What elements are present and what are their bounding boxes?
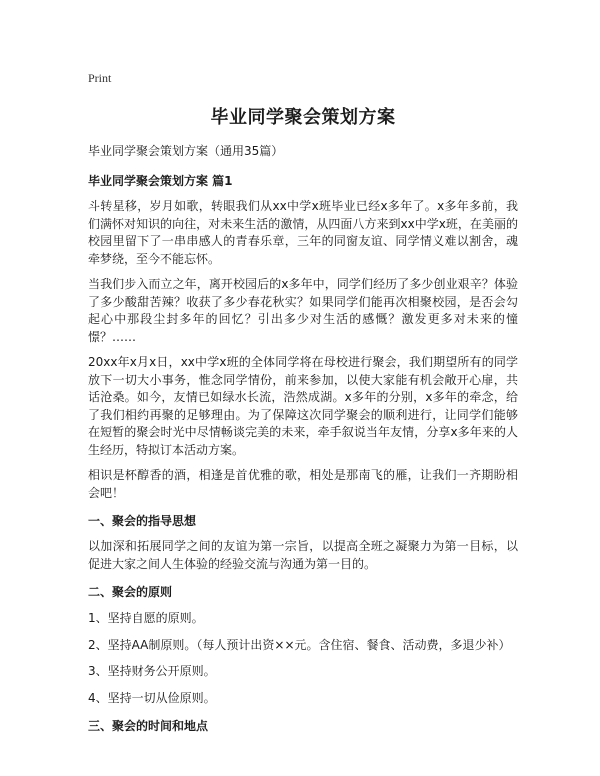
print-label: Print <box>88 71 112 85</box>
section-paragraph: 以加深和拓展同学之间的友谊为第一宗旨，以提高全班之凝聚力为第一目标，以促进大家之间人生体验的经验交流与沟通为第一目的。 <box>88 539 518 571</box>
section-heading-time-place: 三、聚会的时间和地点 <box>88 719 209 733</box>
principle-item: 3、坚持财务公开原则。 <box>88 664 216 678</box>
intro-paragraph: 相识是杯醇香的酒，相逢是首优雅的歌，相处是那南飞的雁，让我们一齐期盼相会吧！ <box>88 468 518 500</box>
document-subtitle: 毕业同学聚会策划方案（通用35篇） <box>88 144 284 158</box>
principle-item: 1、坚持自愿的原则。 <box>88 611 204 625</box>
intro-paragraph: 20xx年x月x日，xx中学x班的全体同学将在母校进行聚会，我们期望所有的同学放下一切大小事务，惟念同学情份，前来参加，以使大家能有机会敞开心扉，共话沧桑。如今，友情已如绿水长流，浩然成湖。x多年的分别，x多年的牵念，给了我们相约再聚的足够理由。为了保障这次同学聚会的顺利进行，让同学们能够在短暂的聚会时光中尽情畅谈完美的未来，牵手叙说当年友情，分享x多年来的人生经历，特拟订本活动方案。 <box>88 355 518 457</box>
document-title: 毕业同学聚会策划方案 <box>210 107 396 128</box>
chapter-heading: 毕业同学聚会策划方案 篇1 <box>88 174 233 188</box>
intro-paragraph: 当我们步入而立之年，离开校园后的x多年中，同学们经历了多少创业艰辛？体验了多少酸甜苦辣？收获了多少春花秋实？如果同学们能再次相聚校园，是否会勾起心中那段尘封多年的回忆？引出多少对生活的感慨？激发更多对未来的憧憬？…… <box>88 277 518 344</box>
principle-item: 4、坚持一切从俭原则。 <box>88 690 216 705</box>
intro-paragraph: 斗转星移，岁月如歌，转眼我们从xx中学x班毕业已经x多年了。x多年多前，我们满怀对知识的向往，对未来生活的激情，从四面八方来到xx中学x班，在美丽的校园里留下了一串串感人的青春乐章，三年的同窗友谊、同学情义难以割舍，魂牵梦绕，至今不能忘怀。 <box>88 199 518 266</box>
section-heading-principles: 二、聚会的原则 <box>88 585 173 599</box>
document-page <box>88 64 518 735</box>
principle-item: 2、坚持AA制原则。（每人预计出资××元。含住宿、餐食、活动费，多退少补） <box>88 637 511 652</box>
section-heading-guiding-idea: 一、聚会的指导思想 <box>88 514 197 528</box>
